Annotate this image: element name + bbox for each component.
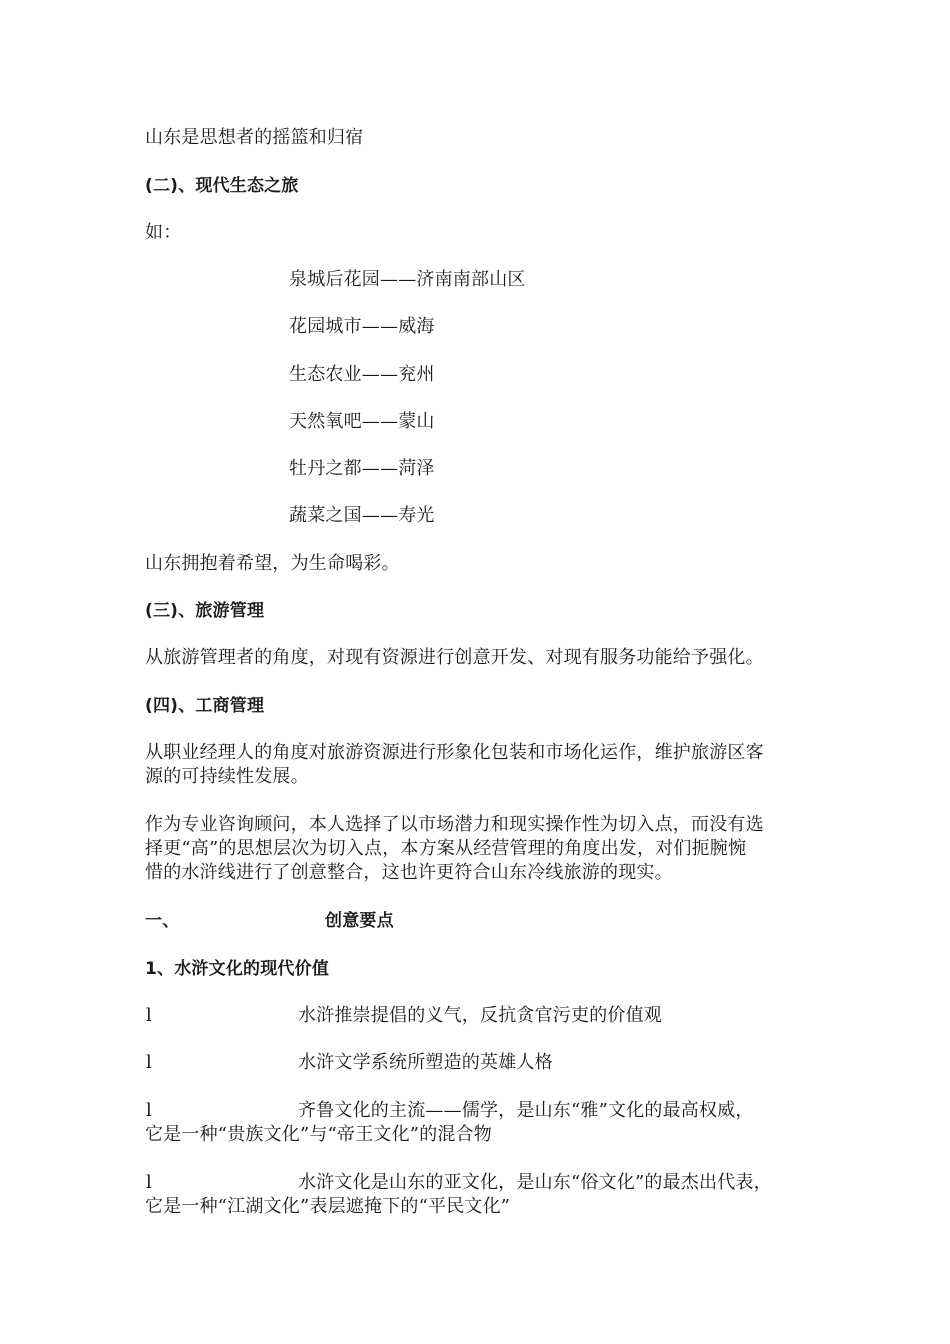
eco-item: 泉城后花园——济南南部山区 xyxy=(289,269,526,290)
subheading-water-margin-value: 1、水浒文化的现代价值 xyxy=(145,959,330,979)
section-number: 一、 xyxy=(145,911,180,931)
eco-item: 蔬菜之国——寿光 xyxy=(289,505,435,526)
bullet-text: 水浒文学系统所塑造的英雄人格 xyxy=(298,1052,553,1073)
heading-eco-tour: (二)、现代生态之旅 xyxy=(145,176,299,196)
paragraph-business-line1: 从职业经理人的角度对旅游资源进行形象化包装和市场化运作，维护旅游区客 xyxy=(145,742,764,763)
eco-item: 生态农业——兖州 xyxy=(289,364,435,385)
section-title: 创意要点 xyxy=(325,911,394,931)
paragraph-consultant-line1: 作为专业咨询顾问，本人选择了以市场潜力和现实操作性为切入点，而没有选 xyxy=(145,814,764,835)
bullet-text-continuation: 它是一种“江湖文化”表层遮掩下的“平民文化” xyxy=(145,1196,511,1217)
paragraph-business-line2: 源的可持续性发展。 xyxy=(145,766,309,787)
bullet-text: 齐鲁文化的主流——儒学，是山东“雅”文化的最高权威， xyxy=(298,1100,754,1121)
paragraph-tour-management: 从旅游管理者的角度，对现有资源进行创意开发、对现有服务功能给予强化。 xyxy=(145,647,764,668)
paragraph-thinkers: 山东是思想者的摇篮和归宿 xyxy=(145,127,364,148)
bullet-marker: l xyxy=(146,1005,152,1026)
heading-business-management: (四)、工商管理 xyxy=(145,696,265,716)
paragraph-example-intro: 如： xyxy=(145,222,182,243)
eco-item: 天然氧吧——蒙山 xyxy=(289,411,435,432)
eco-item: 牡丹之都——菏泽 xyxy=(289,458,435,479)
bullet-marker: l xyxy=(146,1100,152,1121)
bullet-marker: l xyxy=(146,1172,152,1193)
paragraph-consultant-line2: 择更“高”的思想层次为切入点，本方案从经营管理的角度出发，对们扼腕惋 xyxy=(145,838,747,859)
bullet-marker: l xyxy=(146,1052,152,1073)
bullet-text-continuation: 它是一种“贵族文化”与“帝王文化”的混合物 xyxy=(145,1124,493,1145)
paragraph-consultant-line3: 惜的水浒线进行了创意整合，这也许更符合山东冷线旅游的现实。 xyxy=(145,862,673,883)
eco-item: 花园城市——威海 xyxy=(289,316,435,337)
bullet-text: 水浒文化是山东的亚文化，是山东“俗文化”的最杰出代表， xyxy=(298,1172,772,1193)
heading-tour-management: (三)、旅游管理 xyxy=(145,601,265,621)
paragraph-hope: 山东拥抱着希望，为生命喝彩。 xyxy=(145,553,400,574)
bullet-text: 水浒推崇提倡的义气，反抗贪官污吏的价值观 xyxy=(298,1005,662,1026)
